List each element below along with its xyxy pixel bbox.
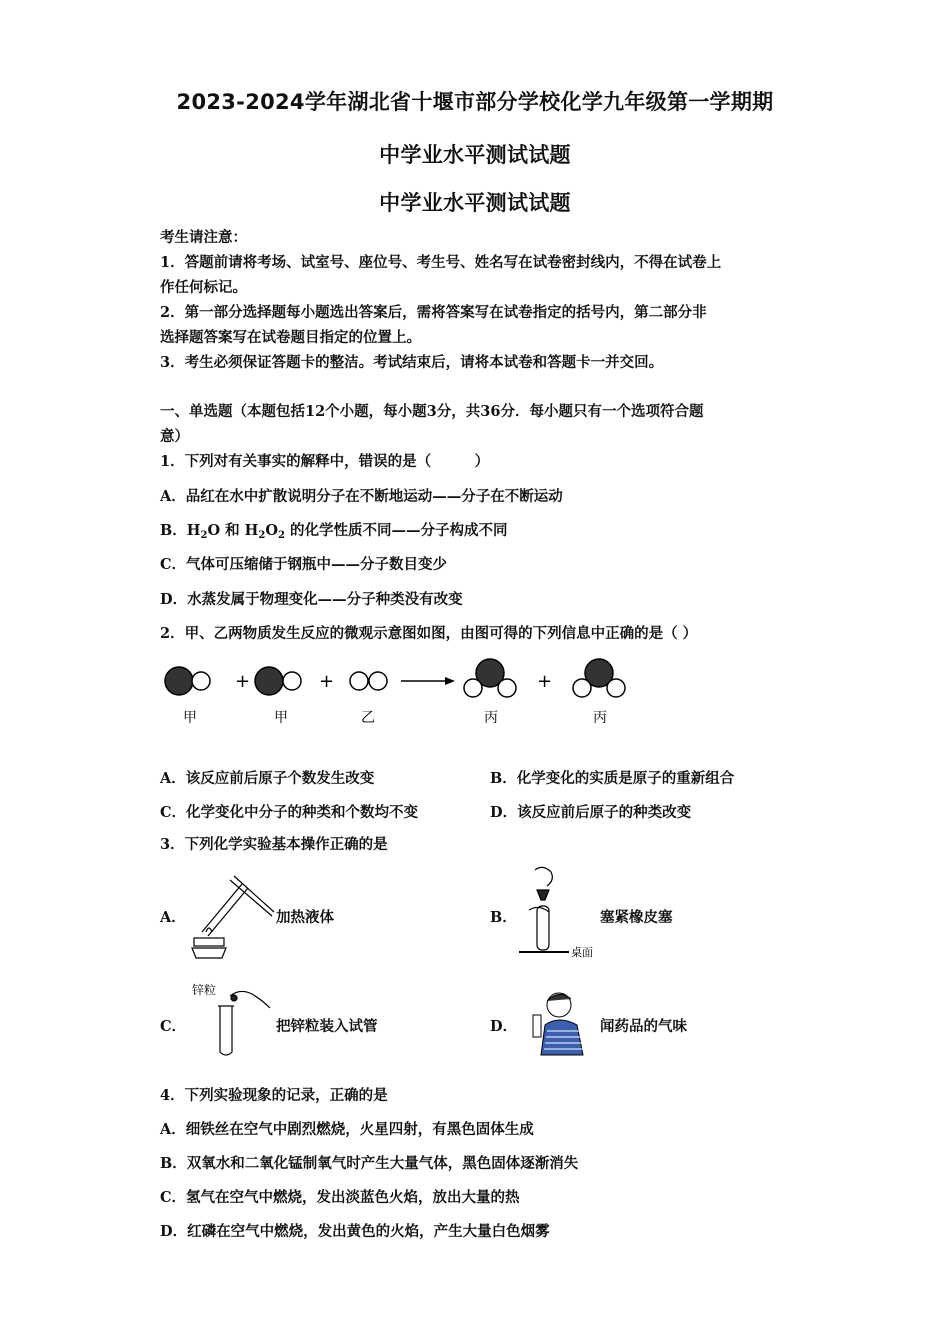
q2-option-d: D．该反应前后原子的种类改变 [490,804,692,821]
notice-heading: 考生请注意： [160,229,247,246]
q2-option-a: A．该反应前后原子个数发生改变 [160,770,375,787]
heating-liquid-figure [182,872,277,960]
page-subtitle-repeat: 中学业水平测试试题 [379,191,571,215]
molecule-bing-2 [573,659,625,697]
subscript: 2 [258,530,266,541]
plus-sign: + [235,671,251,692]
label-jia: 甲 [274,710,288,726]
q3-option-b-text: 塞紧橡皮塞 [600,909,673,926]
plus-sign: + [537,671,553,692]
q3-option-a-text: 加热液体 [276,909,334,926]
subscript: 2 [200,530,208,541]
label-bing: 丙 [484,710,498,726]
q2-stem: 2．甲、乙两物质发生反应的微观示意图如图，由图可得的下列信息中正确的是（ ） [160,625,698,642]
q1-option-b [160,521,800,546]
label-yi: 乙 [361,710,375,726]
section-heading: 一、单选题（本题包括12个小题，每小题3分，共36分．每小题只有一个选项符合题 [160,403,704,420]
q3-stem: 3．下列化学实验基本操作正确的是 [160,836,388,853]
q3-option-c-text: 把锌粒装入试管 [276,1018,378,1035]
notice-item-1a: 1．答题前请将考场、试室号、座位号、考生号、姓名写在试卷密封线内，不得在试卷上 [160,254,722,271]
notice-item-2a: 2．第一部分选择题每小题选出答案后，需将答案写在试卷指定的括号内，第二部分非 [160,304,707,321]
q4-option-c: C．氢气在空气中燃烧，发出淡蓝色火焰，放出大量的热 [160,1189,520,1206]
q3-option-d-text: 闻药品的气味 [600,1018,687,1035]
q1-b-mid1: O 和 H [207,522,259,539]
q1-b-suffix: 的化学性质不同——分子构成不同 [284,522,508,539]
plus-sign: + [319,671,335,692]
q3-option-b-letter: B． [490,909,517,926]
page-subtitle: 中学业水平测试试题 [379,143,571,167]
q1-option-d: D．水蒸发属于物理变化——分子种类没有改变 [160,591,463,608]
table-label: 桌面 [571,946,593,959]
page-title: 2023-2024学年湖北省十堰市部分学校化学九年级第一学期期 [176,90,774,114]
stopper-figure [515,862,605,960]
q1-option-c: C．气体可压缩储于钢瓶中——分子数目变少 [160,556,448,573]
zinc-test-tube-figure [190,980,275,1060]
q3-option-a-letter: A． [160,909,186,926]
subscript: 2 [277,530,285,541]
smelling-figure [525,985,603,1057]
q1-stem: 1．下列对有关事实的解释中，错误的是（ ） [160,453,490,470]
notice-item-2b: 选择题答案写在试卷题目指定的位置上。 [160,329,421,346]
q1-b-prefix: B．H [160,522,201,539]
zinc-label: 锌粒 [192,983,217,997]
q4-stem: 4．下列实验现象的记录，正确的是 [160,1087,388,1104]
reaction-diagram [155,655,645,730]
q3-option-d-letter: D． [490,1018,518,1035]
molecule-jia-2 [255,667,301,695]
notice-item-3: 3．考生必须保证答题卡的整洁。考试结束后，请将本试卷和答题卡一并交回。 [160,354,664,371]
q4-option-d: D．红磷在空气中燃烧，发出黄色的火焰，产生大量白色烟雾 [160,1223,550,1240]
label-bing: 丙 [593,710,607,726]
notice-item-1b: 作任何标记。 [160,279,247,296]
q4-option-b: B．双氧水和二氧化锰制氧气时产生大量气体，黑色固体逐渐消失 [160,1155,579,1172]
q1-option-a: A．品红在水中扩散说明分子在不断地运动——分子在不断运动 [160,488,563,505]
reaction-arrow [401,677,455,685]
molecule-jia-1 [165,667,210,695]
label-jia: 甲 [183,710,197,726]
molecule-bing-1 [464,659,516,697]
q2-option-b: B．化学变化的实质是原子的重新组合 [490,770,735,787]
section-heading-cont: 意） [160,428,189,445]
molecule-yi [350,672,387,690]
q2-option-c: C．化学变化中分子的种类和个数均不变 [160,804,419,821]
q3-option-c-letter: C． [160,1018,187,1035]
q1-b-mid2: O [265,522,278,539]
q4-option-a: A．细铁丝在空气中剧烈燃烧，火星四射，有黑色固体生成 [160,1121,534,1138]
